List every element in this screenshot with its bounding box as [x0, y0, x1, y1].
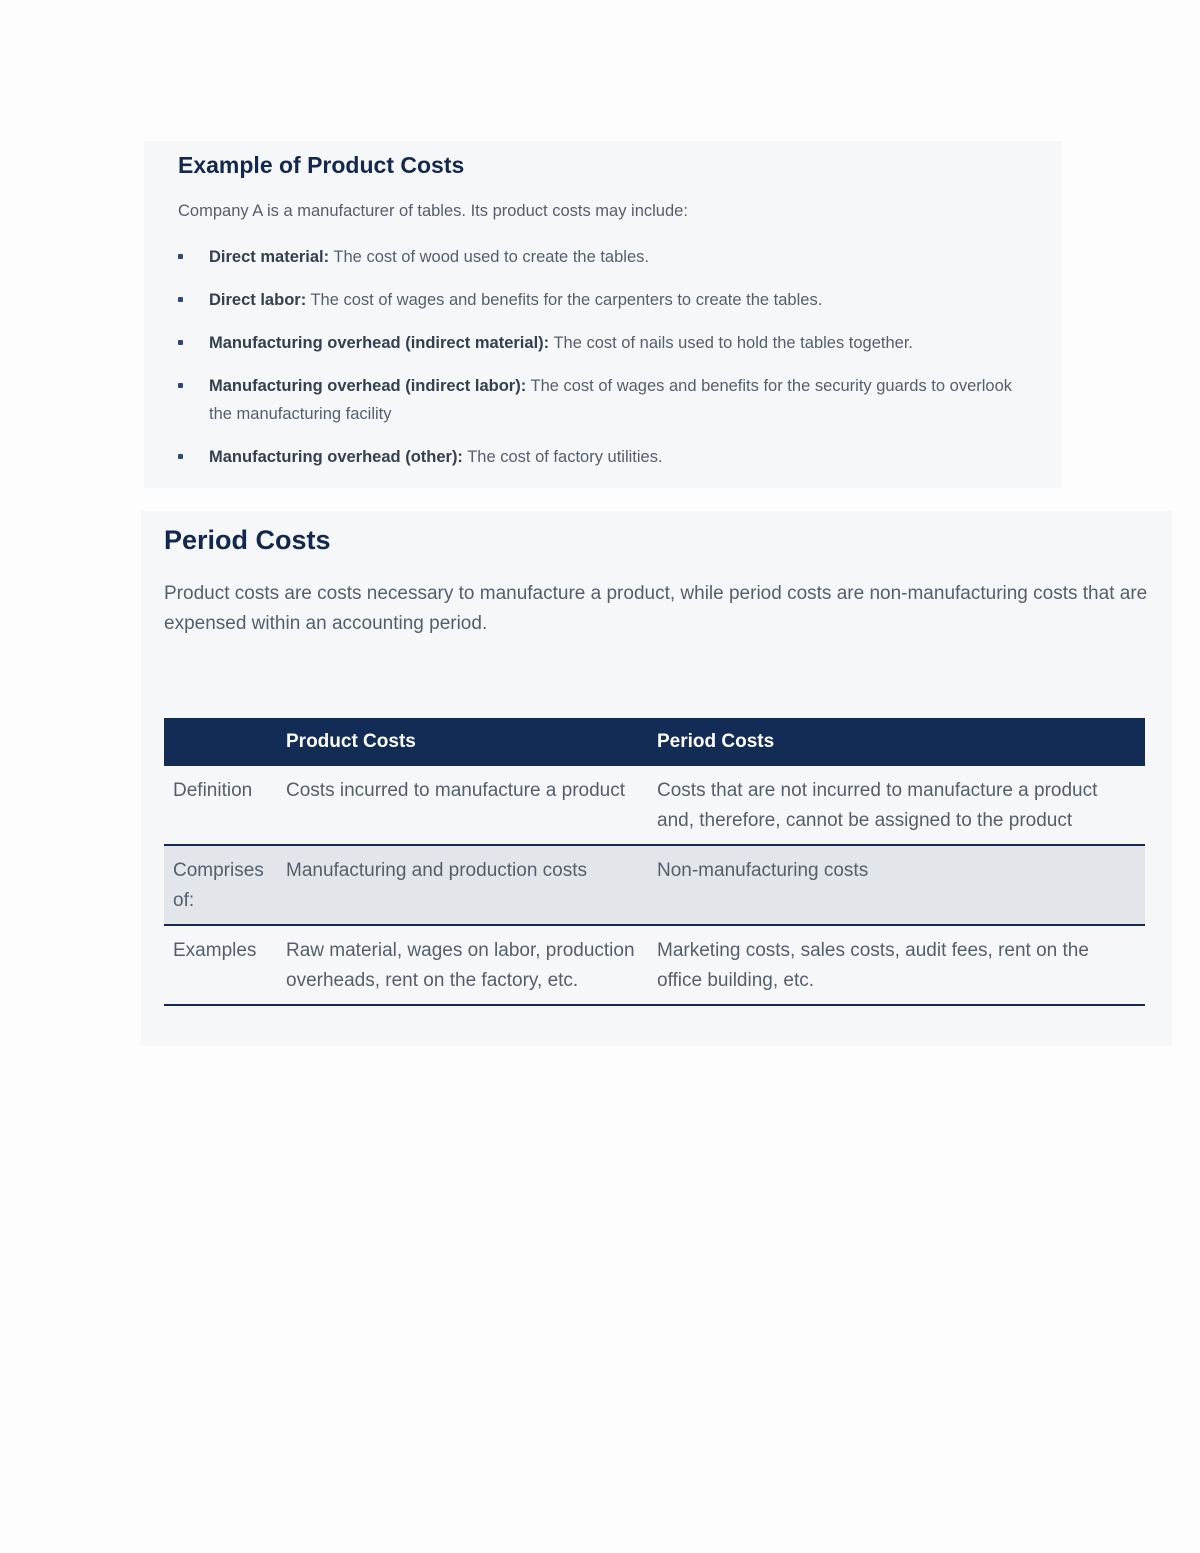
- table-cell: Manufacturing and production costs: [277, 845, 648, 925]
- header-cell-period-costs: Period Costs: [648, 718, 1145, 766]
- comparison-table: [164, 718, 1145, 1006]
- bullet-icon: [178, 340, 183, 345]
- item-label: Manufacturing overhead (other):: [209, 448, 463, 466]
- list-item: [178, 243, 1028, 271]
- list-item: [178, 286, 1028, 314]
- item-label: Manufacturing overhead (indirect labor):: [209, 377, 527, 395]
- header-cell-blank: [164, 718, 277, 766]
- row-label: Comprises of:: [164, 845, 277, 925]
- list-item: [178, 372, 1028, 428]
- bullet-icon: [178, 454, 183, 459]
- bullet-icon: [178, 254, 183, 259]
- row-label: Examples: [164, 925, 277, 1005]
- bullet-icon: [178, 383, 183, 388]
- table-row: [164, 845, 1145, 925]
- table-cell: Costs incurred to manufacture a product: [277, 766, 648, 845]
- item-label: Manufacturing overhead (indirect material):: [209, 334, 550, 352]
- table-cell: Costs that are not incurred to manufacture a product and, therefore, cannot be assigned to the product: [648, 766, 1145, 845]
- table-row: [164, 925, 1145, 1005]
- item-label: Direct labor:: [209, 291, 307, 309]
- example-card: [144, 141, 1062, 488]
- example-title: Example of Product Costs: [178, 152, 465, 178]
- list-item: [178, 329, 1028, 357]
- period-paragraph: Product costs are costs necessary to manufacture a product, while period costs are non-manufacturing costs that are expensed within an accounting period.: [164, 583, 1148, 634]
- period-costs-card: [141, 511, 1172, 1046]
- row-label: Definition: [164, 766, 277, 845]
- item-text: The cost of wages and benefits for the security guards to overlook the manufacturing facility: [209, 377, 1013, 423]
- item-text: The cost of nails used to hold the tables together.: [549, 334, 914, 352]
- table-header-row: [164, 718, 1145, 766]
- table-cell: Marketing costs, sales costs, audit fees, rent on the office building, etc.: [648, 925, 1145, 1005]
- example-intro: Company A is a manufacturer of tables. Its product costs may include:: [178, 202, 688, 220]
- table-cell: Raw material, wages on labor, production overheads, rent on the factory, etc.: [277, 925, 648, 1005]
- period-title: Period Costs: [164, 525, 331, 555]
- item-label: Direct material:: [209, 248, 330, 266]
- product-cost-list: [178, 243, 1028, 471]
- item-text: The cost of wages and benefits for the carpenters to create the tables.: [306, 291, 823, 309]
- table-row: [164, 766, 1145, 845]
- table-cell: Non-manufacturing costs: [648, 845, 1145, 925]
- bullet-icon: [178, 297, 183, 302]
- item-text: The cost of wood used to create the tables.: [329, 248, 649, 266]
- item-text: The cost of factory utilities.: [462, 448, 663, 466]
- list-item: [178, 443, 1028, 471]
- header-cell-product-costs: Product Costs: [277, 718, 648, 766]
